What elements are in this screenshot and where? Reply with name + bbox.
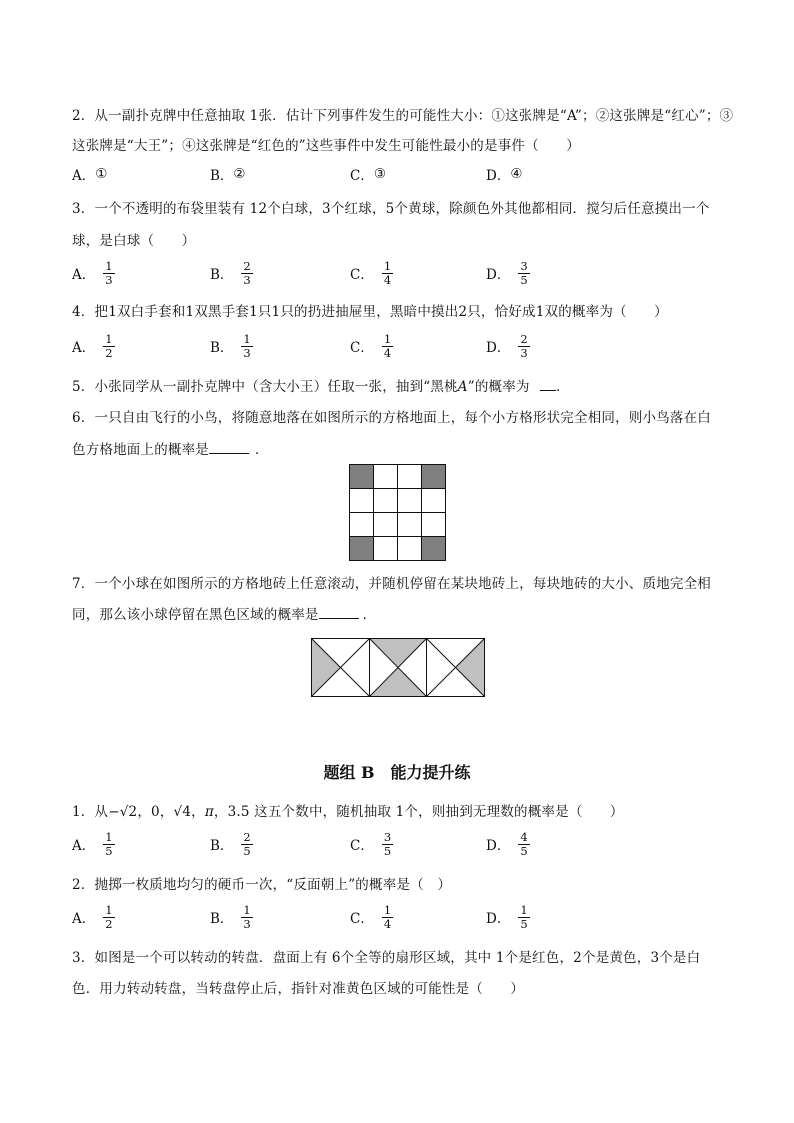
q3-options [72, 256, 632, 290]
b2-options [72, 900, 632, 934]
fraction: $\frac{1}{2}$ [105, 902, 113, 931]
fraction: $\frac{2}{5}$ [243, 829, 251, 858]
shaded-triangle [456, 639, 485, 697]
answer-blank[interactable] [209, 441, 249, 454]
shaded-square [422, 465, 446, 489]
q3-option-d: D． $\frac{3}{5}$ [486, 258, 528, 287]
q2-option-b: B． ② [210, 166, 246, 184]
q2-line2: 这张牌是“大王”；④这张牌是“红色的”这些事件中发生可能性最小的是事件（ ） [72, 138, 580, 154]
q3-line1: 3．一个不透明的布袋里装有 12个白球，3个红球，5个黄球，除颜色外其他都相同．搅匀后任意摸出一个 [72, 201, 710, 217]
shaded-triangle [312, 639, 341, 697]
q2-line1: 2．从一副扑克牌中任意抽取 1张．估计下列事件发生的可能性大小：①这张牌是“A”；②这张牌是“红心”；③ [72, 108, 734, 124]
q7-line1: 7．一个小球在如图所示的方格地砖上任意滚动，并随机停留在某块地砖上，每块地砖的大小、质地完全相 [72, 576, 711, 592]
q2-option-a: A． ① [72, 166, 108, 184]
q4-options [72, 329, 632, 363]
q6-line1: 6．一只自由飞行的小鸟，将随意地落在如图所示的方格地面上，每个小方格形状完全相同，则小鸟落在白 [72, 410, 711, 426]
b1-options [72, 827, 632, 861]
b1-option-d: D． $\frac{4}{5}$ [486, 829, 528, 858]
fraction: $\frac{3}{5}$ [383, 829, 392, 858]
q4-option-c: C． $\frac{1}{4}$ [350, 331, 392, 360]
b2-option-b: B． $\frac{1}{3}$ [210, 902, 251, 931]
q3-option-b: B． $\frac{2}{3}$ [210, 258, 251, 287]
b2-option-d: D． $\frac{1}{5}$ [486, 902, 528, 931]
shaded-triangle [370, 639, 427, 668]
q4-option-b: B． $\frac{1}{3}$ [210, 331, 251, 360]
section-title: 题组 B 能力提升练 [323, 763, 471, 782]
fraction: $\frac{1}{4}$ [383, 258, 392, 287]
fraction: $\frac{3}{5}$ [520, 258, 528, 287]
q2-option-c: C． ③ [350, 166, 386, 184]
fraction: $\frac{1}{5}$ [105, 829, 113, 858]
b1-option-b: B． $\frac{2}{5}$ [210, 829, 251, 858]
b1-line1: 1．从−√2，0，√4，π，3.5 这五个数中，随机抽取 1个，则抽到无理数的概率是（ ） [72, 804, 624, 820]
shaded-square [422, 537, 446, 561]
fraction: $\frac{2}{3}$ [243, 258, 251, 287]
q4-option-a: A． $\frac{1}{2}$ [72, 331, 113, 360]
q4-line1: 4．把1双白手套和1双黑手套1只1只的扔进抽屉里，黑暗中摸出2只，恰好成1双的概率为（ ） [72, 304, 668, 320]
b2-line1: 2．抛掷一枚质地均匀的硬币一次，“反面朝上”的概率是（ ） [72, 877, 452, 893]
fraction: $\frac{4}{5}$ [520, 829, 528, 858]
q7-line2: 同，那么该小球停留在黑色区域的概率是 ． [72, 607, 377, 623]
b2-option-c: C． $\frac{1}{4}$ [350, 902, 392, 931]
shaded-square [350, 537, 374, 561]
b3-line1: 3．如图是一个可以转动的转盘．盘面上有 6个全等的扇形区域，其中 1个是红色，2个是黄色，3个是白 [72, 950, 701, 966]
answer-blank[interactable] [540, 378, 556, 391]
fraction: $\frac{1}{4}$ [383, 331, 392, 360]
q5-line: 5．小张同学从一副扑克牌中（含大小王）任取一张，抽到“黑桃A”的概率为 ． [72, 379, 570, 395]
fraction: $\frac{1}{3}$ [243, 331, 251, 360]
b1-option-c: C． $\frac{3}{5}$ [350, 829, 392, 858]
q3-option-c: C． $\frac{1}{4}$ [350, 258, 392, 287]
q4-option-d: D． $\frac{2}{3}$ [486, 331, 528, 360]
q2-options [72, 157, 632, 191]
shaded-triangle [370, 668, 427, 697]
fraction: $\frac{2}{3}$ [520, 331, 528, 360]
q2-option-d: D． ④ [486, 166, 523, 184]
b3-line2: 色．用力转动转盘，当转盘停止后，指针对准黄色区域的可能性是（ ） [72, 981, 525, 997]
tile-figure [311, 638, 485, 698]
shaded-square [350, 465, 374, 489]
grid-figure [349, 464, 447, 562]
fraction: $\frac{1}{5}$ [520, 902, 528, 931]
q6-line2: 色方格地面上的概率是 ． [72, 442, 269, 458]
q3-line2: 球，是白球（ ） [72, 233, 196, 249]
answer-blank[interactable] [319, 606, 359, 619]
fraction: $\frac{1}{4}$ [383, 902, 392, 931]
b1-option-a: A． $\frac{1}{5}$ [72, 829, 113, 858]
b2-option-a: A． $\frac{1}{2}$ [72, 902, 113, 931]
q3-option-a: A． $\frac{1}{3}$ [72, 258, 113, 287]
fraction: $\frac{1}{3}$ [105, 258, 113, 287]
fraction: $\frac{1}{3}$ [243, 902, 251, 931]
fraction: $\frac{1}{2}$ [105, 331, 113, 360]
